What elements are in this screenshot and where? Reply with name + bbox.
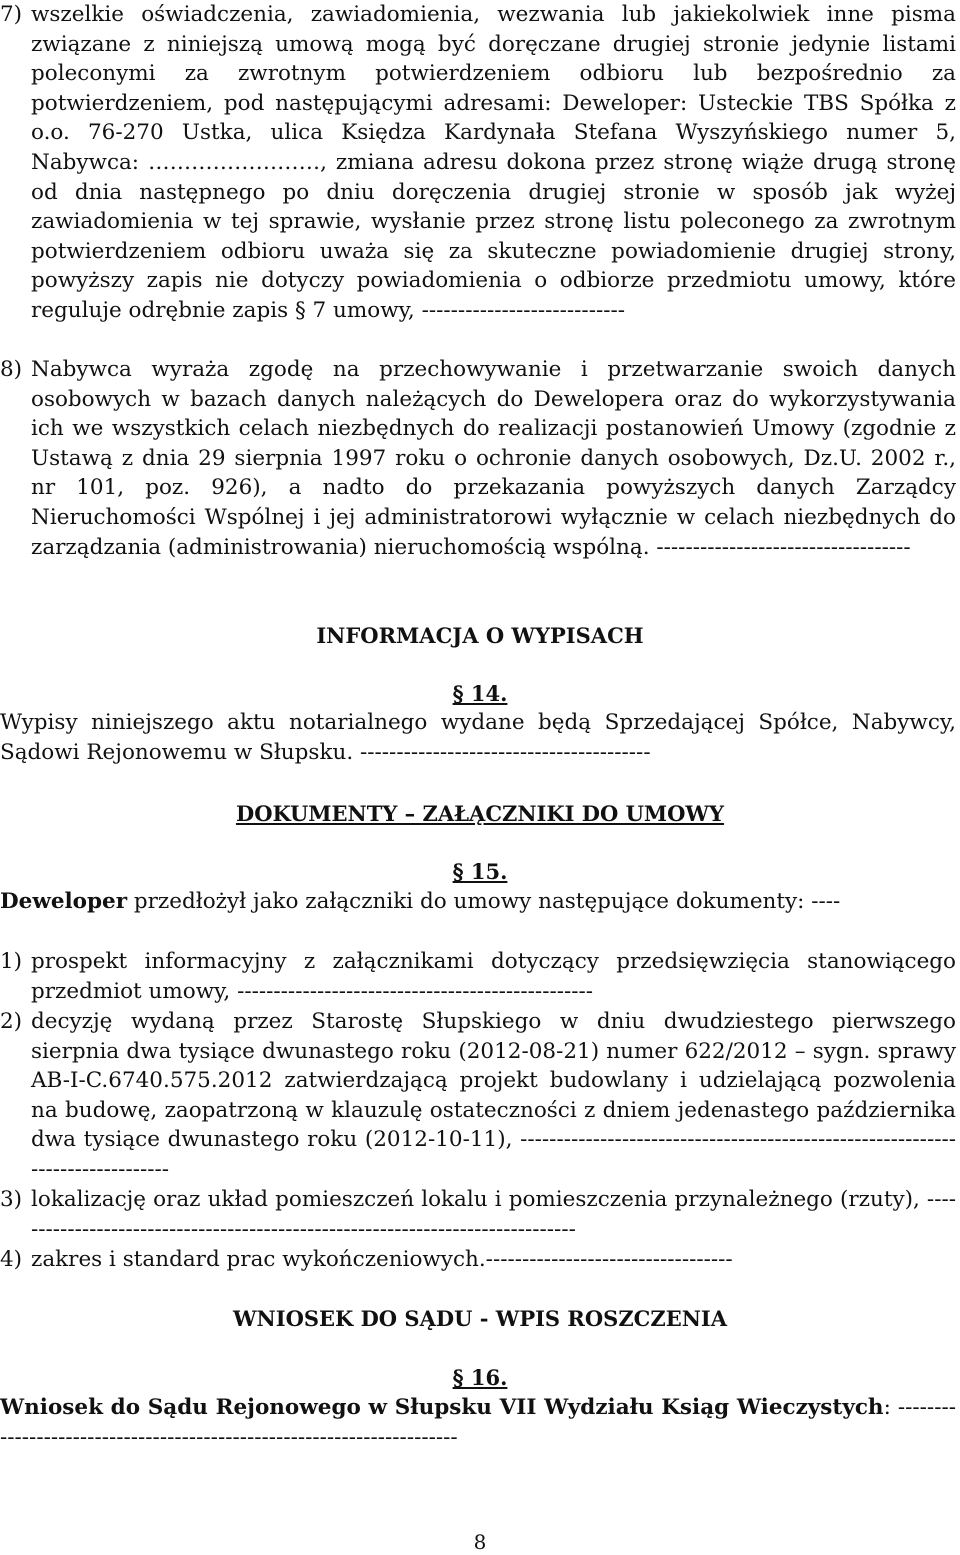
list-item-text: lokalizację oraz układ pomieszczeń lokalu i pomieszczenia przynależnego (rzuty), -------------------------------------------------------------------------------: [31, 1187, 956, 1242]
list-item-number: 7): [0, 2, 23, 27]
paragraph-text: przedłożył jako załączniki do umowy następujące dokumenty: ----: [127, 889, 841, 914]
list-item-8: [0, 355, 956, 562]
section-number-16: [0, 1364, 960, 1392]
list-item-text: decyzję wydaną przez Starostę Słupskiego w dniu dwudziestego pierwszego sierpnia dwa tysiące dwunastego roku (2012-08-21) numer 622/2012 – sygn. sprawy AB-I-C.6740.575.2012 zatwierdzającą projekt budowlany i udzielającą pozwolenia na budowę, zaopatrzoną w klauzulę ostateczności z dniem jedenastego października dwa tysiące dwunastego roku (2012-10-11), -------------------------------------------------------------------------------: [31, 1009, 956, 1182]
section-number-14: [0, 680, 960, 708]
list-item-number: 4): [0, 1247, 23, 1272]
heading-text: DOKUMENTY – ZAŁĄCZNIKI DO UMOWY: [235, 801, 725, 826]
list-item-text: Nabywca wyraża zgodę na przechowywanie i przetwarzanie swoich danych osobowych w bazach danych należących do Dewelopera oraz do wykorzystywania ich we wszystkich celach niezbędnych do realizacji postanowień Umowy (zgodnie z Ustawą z dnia 29 sierpnia 1997 roku o ochronie danych osobowych, Dz.U. 2002 r., nr 101, poz. 926), a nadto do przekazania powyższych danych Zarządcy Nieruchomości Wspólnej i jej administratorowi wyłącznie w celach niezbędnych do zarządzania (administrowania) nieruchomością wspólną. -----------------------------------: [31, 357, 956, 560]
page-number: 8: [473, 1530, 487, 1554]
section-number-text: § 16.: [452, 1365, 508, 1390]
list-item-text: wszelkie oświadczenia, zawiadomienia, wezwania lub jakiekolwiek inne pisma związane z niniejszą umową mogą być doręczane drugiej stronie jedynie listami poleconymi za zwrotnym potwierdzeniem odbioru lub bezpośrednio za potwierdzeniem, pod następującymi adresami: Deweloper: Usteckie TBS Spółka z o.o. 76-270 Ustka, ulica Księdza Kardynała Stefana Wyszyńskiego numer 5, Nabywca: ……………………, zmiana adresu dokona przez stronę wiąże drugą stronę od dnia następnego po dniu doręczenia drugiej stronie w sposób jak wyżej zawiadomienia w tej sprawie, wysłanie przez stronę listu poleconego za zwrotnym potwierdzeniem odbioru uważa się za skuteczne powiadomienie drugiej strony, powyższy zapis nie dotyczy powiadomienia o odbiorze przedmiotu umowy, które reguluje odrębnie zapis § 7 umowy, ----------------------------: [31, 2, 956, 323]
section-number-text: § 14.: [452, 681, 508, 706]
paragraph-text: : -----------------------------------------------------------------------: [0, 1395, 956, 1450]
section-number-text: § 15.: [452, 859, 508, 884]
paragraph-15-intro: [0, 887, 956, 917]
paragraph-16-intro: [0, 1393, 956, 1452]
list-item-number: 8): [0, 357, 23, 382]
list-item-number: 3): [0, 1187, 23, 1212]
paragraph-bold-text: Wniosek do Sądu Rejonowego w Słupsku VII Wydziału Ksiąg Wieczystych: [0, 1395, 884, 1420]
list-item-15-2: [0, 1007, 956, 1185]
section-heading-15: [0, 800, 960, 828]
list-item-text: zakres i standard prac wykończeniowych.----------------------------------: [31, 1247, 733, 1272]
list-item-15-3: [0, 1185, 956, 1244]
list-item-15-1: [0, 947, 956, 1006]
list-item-7: [0, 0, 956, 326]
list-item-number: 2): [0, 1009, 23, 1034]
section-heading-14: [0, 622, 960, 650]
list-item-text: prospekt informacyjny z załącznikami dotyczący przedsięwzięcia stanowiącego przedmiot umowy, -------------------------------------------------: [31, 949, 956, 1004]
list-item-number: 1): [0, 949, 23, 974]
heading-text: WNIOSEK DO SĄDU - WPIS ROSZCZENIA: [232, 1306, 728, 1331]
paragraph-bold-text: Deweloper: [0, 889, 128, 914]
heading-text: INFORMACJA O WYPISACH: [316, 623, 644, 648]
section-heading-16: [0, 1305, 960, 1333]
paragraph-14: [0, 708, 956, 767]
paragraph-text: Wypisy niniejszego aktu notarialnego wydane będą Sprzedającej Spółce, Nabywcy, Sądowi Rejonowemu w Słupsku. ----------------------------------------: [0, 710, 956, 765]
section-number-15: [0, 858, 960, 886]
list-item-15-4: [0, 1245, 956, 1275]
